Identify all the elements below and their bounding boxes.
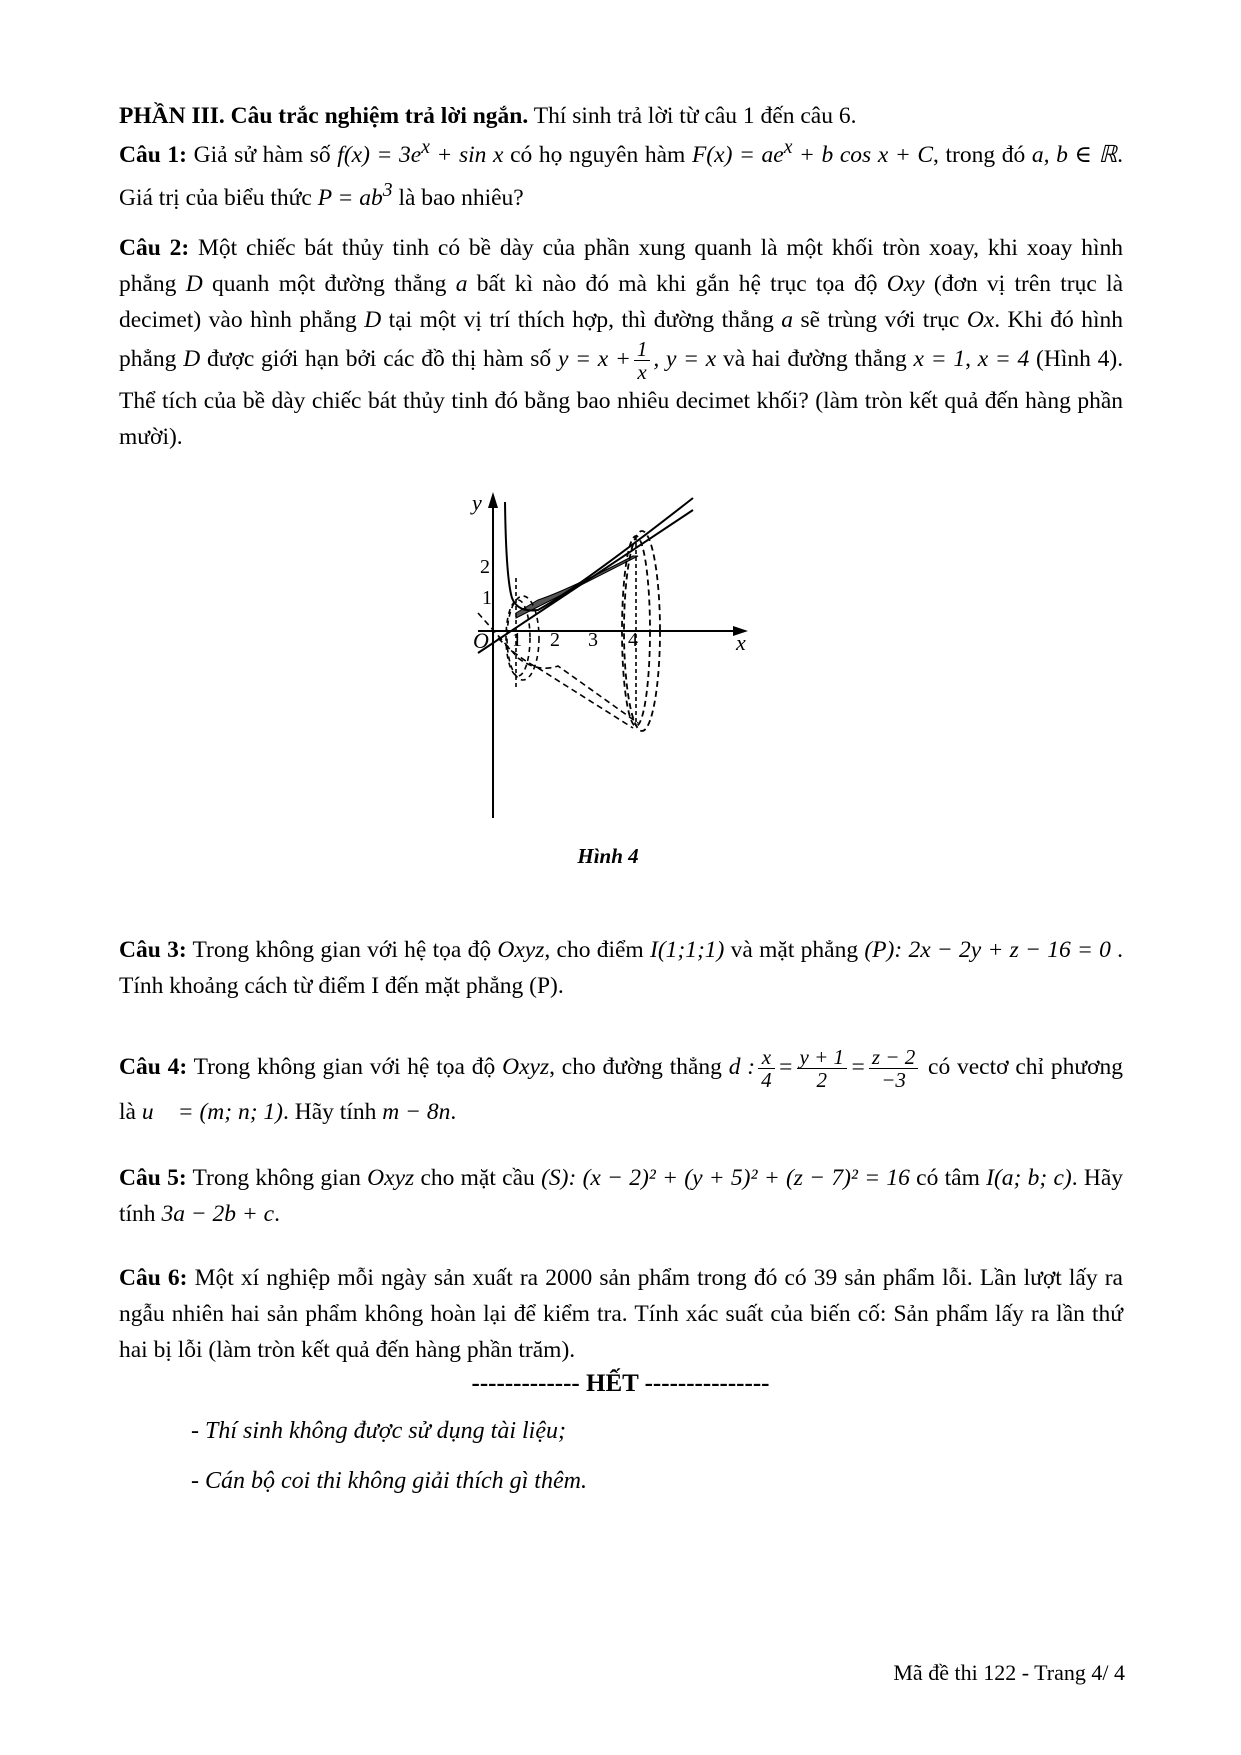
q4-vector: u⃗ = (m; n; 1) bbox=[141, 1099, 284, 1126]
q2-region: D bbox=[183, 345, 201, 372]
question-label: Câu 5: bbox=[119, 1165, 187, 1191]
q2-system: Oxy bbox=[886, 271, 925, 297]
x-tick-4: 4 bbox=[628, 629, 638, 651]
question-label: Câu 1: bbox=[119, 141, 187, 168]
q1-expression: $P = ab^3$ bbox=[317, 179, 393, 211]
section-title: PHẦN III. Câu trắc nghiệm trả lời ngắn. bbox=[119, 103, 529, 129]
q5-text: . bbox=[274, 1201, 280, 1227]
q4-expression: m − 8n bbox=[382, 1099, 451, 1126]
q5-sphere: (S): (x − 2)² + (y + 5)² + (z − 7)² = 16 bbox=[541, 1165, 910, 1191]
q6-text: Một xí nghiệp mỗi ngày sản xuất ra 2000 sản phẩm trong đó có 39 sản phẩm lỗi. Lần lượt lấy ra ngẫu nhiên hai sản phẩm không hoàn lại để kiểm tra. Tính xác suất của biến cố: Sản phẩm lấy ra lần thứ hai bị lỗi (làm tròn kết quả đến hàng phần trăm). bbox=[119, 1265, 1123, 1363]
q2-bound: x = 1 bbox=[913, 345, 966, 372]
q2-line: a bbox=[781, 307, 794, 333]
q4-text: . bbox=[450, 1099, 457, 1126]
question-label: Câu 3: bbox=[119, 937, 187, 963]
q5-text: có tâm bbox=[916, 1165, 980, 1191]
mirror-line bbox=[498, 638, 633, 728]
x-tick-2: 2 bbox=[550, 629, 560, 651]
q2-text: (đơn vị trên trục là decimet) vào hình phẳng bbox=[119, 271, 1124, 333]
q3-plane: (P): 2x − 2y + z − 16 = 0 bbox=[864, 937, 1111, 963]
q2-line: a bbox=[455, 271, 468, 297]
question-label: Câu 6: bbox=[119, 1265, 188, 1291]
x-tick-1: 1 bbox=[512, 629, 522, 651]
q3-point: I(1;1;1) bbox=[650, 937, 725, 963]
question-6 bbox=[119, 1260, 1123, 1368]
origin-label: O bbox=[473, 628, 489, 653]
figure-caption: Hình 4 bbox=[577, 844, 639, 868]
section-header bbox=[119, 98, 1123, 134]
question-label: Câu 2: bbox=[119, 235, 190, 261]
q3-text: , cho điểm bbox=[544, 937, 644, 963]
q1-text: , trong đó bbox=[933, 141, 1026, 168]
q2-bound: x = 4 bbox=[977, 345, 1030, 372]
q3-text: Trong không gian với hệ tọa độ bbox=[192, 937, 492, 963]
note-1: - Thí sinh không được sử dụng tài liệu; bbox=[191, 1418, 566, 1444]
q1-text: là bao nhiêu? bbox=[398, 184, 524, 211]
q5-text: cho mặt cầu bbox=[420, 1165, 535, 1191]
question-2: Câu 2: Một chiếc bát thủy tinh có bề dày của phần xung quanh là một khối tròn xoay, khi xoay hình phẳng D quanh một đường thẳng a bất kì nào đó mà khi gắn hệ trục tọa độ Oxy (đơn vị trên trục là decimet) vào hình phẳng D tại một vị trí thích hợp, thì đường thẳng a sẽ trùng với trục Ox. Khi đó hình phẳng D được giới hạn bởi các đồ thị hàm số y = x + $\frac{1}{x}$ , y = x và hai đường thẳng x = 1, x = 4 (Hình 4). Thể tích của bề dày chiếc bát thủy tinh đó bằng bao nhiêu decimet khối? (làm tròn kết quả đến hàng phần mười). bbox=[119, 235, 1124, 451]
q2-text: quanh một đường thẳng bbox=[211, 271, 447, 297]
q2-text: (Hình 4). Thể tích của bề dày chiếc bát thủy tinh đó bằng bao nhiêu decimet khối? (làm tròn kết quả đến hàng phần mười). bbox=[119, 345, 1124, 451]
x-tick-3: 3 bbox=[588, 629, 598, 651]
q4-text: có vectơ chỉ phương là bbox=[119, 1054, 1124, 1126]
q1-function: $f(x) = 3e^x + \sin x$ bbox=[337, 137, 504, 168]
page-footer: Mã đề thi 122 - Trang 4/ 4 bbox=[893, 1660, 1125, 1685]
q2-text: bất kì nào đó mà khi gắn hệ trục tọa độ bbox=[476, 271, 878, 297]
q5-center: I(a; b; c) bbox=[986, 1165, 1072, 1191]
section-instruction: Thí sinh trả lời từ câu 1 đến câu 6. bbox=[533, 103, 857, 129]
y-tick-1: 1 bbox=[482, 587, 492, 609]
figure-4 bbox=[472, 488, 808, 880]
question-label: Câu 4: bbox=[119, 1054, 188, 1080]
q5-system: Oxyz bbox=[367, 1165, 415, 1191]
q2-axis: Ox bbox=[966, 307, 995, 333]
q4-text: , cho đường thẳng bbox=[549, 1054, 722, 1080]
q2-text: được giới hạn bởi các đồ thị hàm số bbox=[206, 345, 552, 372]
curve-x-plus-1-over-x bbox=[505, 498, 693, 611]
q2-region: D bbox=[185, 271, 203, 297]
q2-text: . Khi đó hình phẳng bbox=[119, 307, 1124, 372]
q5-expression: 3a − 2b + c bbox=[161, 1201, 275, 1227]
question-5 bbox=[119, 1160, 1123, 1232]
q1-text: Giả sử hàm số bbox=[193, 141, 331, 168]
q1-condition: a, b ∈ ℝ bbox=[1031, 141, 1118, 168]
end-marker: ------------- HẾT --------------- bbox=[471, 1370, 770, 1397]
q4-line: d : $\frac{x}{4}$ = $\frac{y + 1}{2}$ = $\frac{z - 2}{-3}$ bbox=[729, 1054, 921, 1080]
q5-text: . Hãy tính bbox=[119, 1165, 1124, 1227]
q4-text: Trong không gian với hệ tọa độ bbox=[193, 1054, 496, 1080]
note-2: - Cán bộ coi thi không giải thích gì thêm. bbox=[191, 1468, 587, 1494]
q1-text: có họ nguyên hàm bbox=[510, 141, 686, 168]
question-3 bbox=[119, 932, 1123, 1004]
question-1 bbox=[119, 130, 1123, 216]
q1-antiderivative: $F(x) = ae^x + b$ cos x + C bbox=[691, 137, 934, 168]
q2-curve: y = x + $\frac{1}{x}$ , y = x bbox=[557, 337, 717, 385]
q2-text: sẽ trùng với trục bbox=[800, 307, 960, 333]
q2-text: và hai đường thẳng bbox=[722, 345, 907, 372]
y-tick-2: 2 bbox=[480, 556, 490, 578]
q2-text: Một chiếc bát thủy tinh có bề dày của phần xung quanh là một khối tròn xoay, khi xoay hình phẳng bbox=[119, 235, 1123, 297]
x-axis-label: x bbox=[736, 630, 746, 655]
q2-text: tại một vị trí thích hợp, thì đường thẳng bbox=[388, 307, 774, 333]
question-4 bbox=[119, 1046, 1123, 1133]
q4-text: . Hãy tính bbox=[283, 1099, 377, 1126]
q1-text: . Giá trị của biểu thức bbox=[119, 141, 1124, 211]
q4-system: Oxyz bbox=[502, 1054, 550, 1080]
q3-text: và mặt phẳng bbox=[730, 937, 859, 963]
y-axis-label: y bbox=[472, 490, 482, 515]
q2-region: D bbox=[364, 307, 382, 333]
q3-text: . Tính khoảng cách từ điểm I đến mặt phẳng (P). bbox=[119, 937, 1124, 999]
y-axis-arrow bbox=[488, 492, 498, 508]
q5-text: Trong không gian bbox=[192, 1165, 361, 1191]
q3-system: Oxyz bbox=[497, 937, 545, 963]
